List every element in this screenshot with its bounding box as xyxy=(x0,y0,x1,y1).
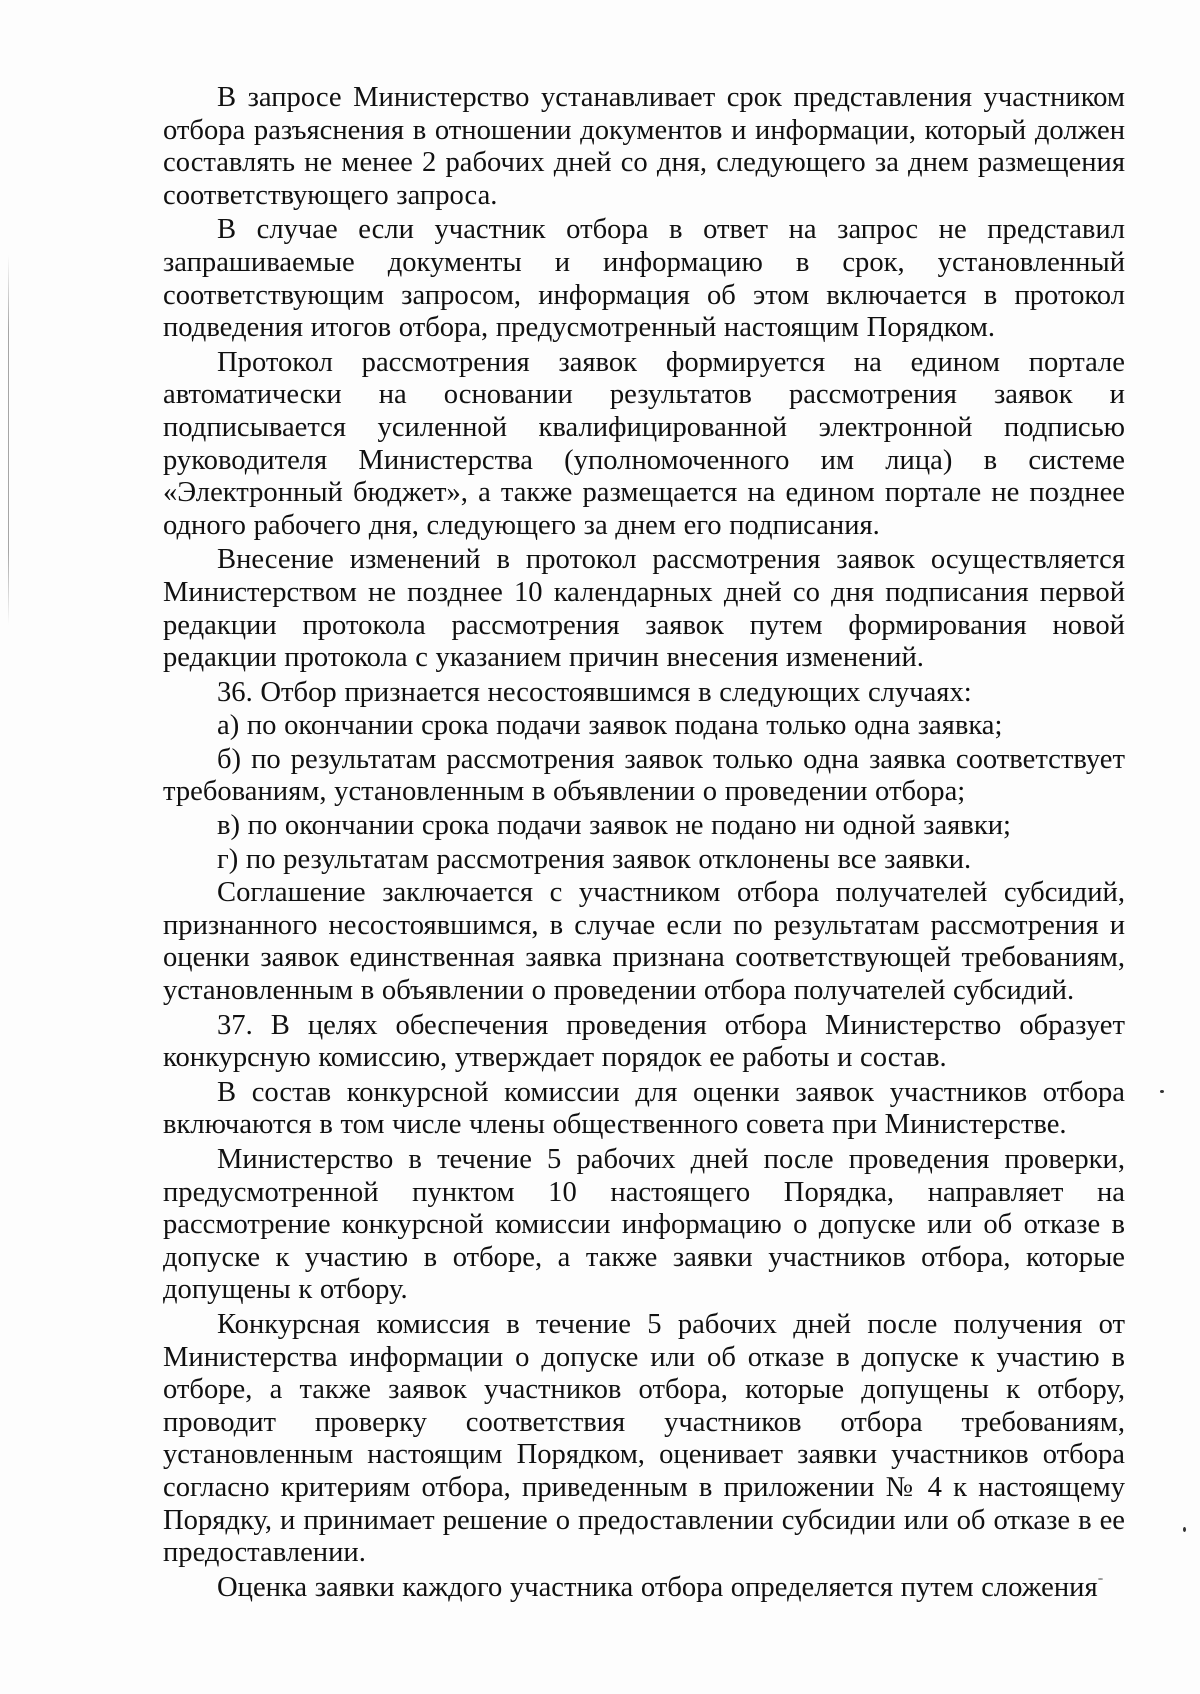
document-body xyxy=(163,82,1125,1606)
list-item-a: а) по окончании срока подачи заявок подана только одна заявка; xyxy=(217,710,1003,742)
scan-speck xyxy=(1160,1090,1164,1093)
scan-speck xyxy=(1098,1578,1103,1580)
paragraph-agreement: Соглашение заключается с участником отбора получателей субсидий, признанного несостоявшимся, в случае если по результатам рассмотрения и оценки заявок единственная заявка признана соответствующей требованиям, установленным в объявлении о проведении отбора получателей субсидий. xyxy=(163,877,1125,1007)
list-item-g: г) по результатам рассмотрения заявок отклонены все заявки. xyxy=(217,843,972,875)
scan-speck xyxy=(1183,1527,1186,1532)
paragraph-scoring: Оценка заявки каждого участника отбора определяется путем сложения xyxy=(217,1571,1098,1603)
list-item-b: б) по результатам рассмотрения заявок только одна заявка соответствует требованиям, установленным в объявлении о проведении отбора; xyxy=(163,743,1125,808)
scan-edge-artifact xyxy=(8,255,9,625)
paragraph-commission-review: Конкурсная комиссия в течение 5 рабочих дней после получения от Министерства информации о допуске или об отказе в допуске к участию в отборе, а также заявок участников отбора, которые допущены к отбору, проводит проверку соответствия участников отбора требованиям, установленным настоящим Порядком, оценивает заявки участников отбора согласно критериям отбора, приведенным в приложении № 4 к настоящему Порядку, и принимает решение о предоставлении субсидии или об отказе в ее предоставлении. xyxy=(163,1308,1125,1569)
paragraph-request-deadline: В запросе Министерство устанавливает срок представления участником отбора разъяснения в отношении документов и информации, который должен составлять не менее 2 рабочих дней со дня, следующего за днем размещения соответствующего запроса. xyxy=(163,82,1125,211)
paragraph-ministry-submission: Министерство в течение 5 рабочих дней после проведения проверки, предусмотренной пунктом 10 настоящего Порядка, направляет на рассмотрение конкурсной комиссии информацию о допуске или об отказе в допуске к участию в отборе, а также заявки участников отбора, которые допущены к отбору. xyxy=(163,1144,1125,1306)
paragraph-review-protocol: Протокол рассмотрения заявок формируется на едином портале автоматически на основании результатов рассмотрения заявок и подписывается усиленной квалифицированной электронной подписью руководителя Министерства (уполномоченного им лица) в системе «Электронный бюджет», а также размещается на едином портале не позднее одного рабочего дня, следующего за днем его подписания. xyxy=(163,346,1125,541)
paragraph-item-36: 36. Отбор признается несостоявшимся в следующих случаях: xyxy=(217,676,972,708)
paragraph-commission-members: В состав конкурсной комиссии для оценки заявок участников отбора включаются в том числе члены общественного совета при Министерстве. xyxy=(163,1076,1125,1141)
paragraph-item-37: 37. В целях обеспечения проведения отбора Министерство образует конкурсную комиссию, утверждает порядок ее работы и состав. xyxy=(163,1009,1125,1074)
paragraph-not-submitted: В случае если участник отбора в ответ на запрос не представил запрашиваемые документы и информацию в срок, установленный соответствующим запросом, информация об этом включается в протокол подведения итогов отбора, предусмотренный настоящим Порядком. xyxy=(163,214,1125,344)
paragraph-protocol-changes: Внесение изменений в протокол рассмотрения заявок осуществляется Министерством не позднее 10 календарных дней со дня подписания первой редакции протокола рассмотрения заявок путем формирования новой редакции протокола с указанием причин внесения изменений. xyxy=(163,544,1125,674)
list-item-v: в) по окончании срока подачи заявок не подано ни одной заявки; xyxy=(217,810,1011,842)
